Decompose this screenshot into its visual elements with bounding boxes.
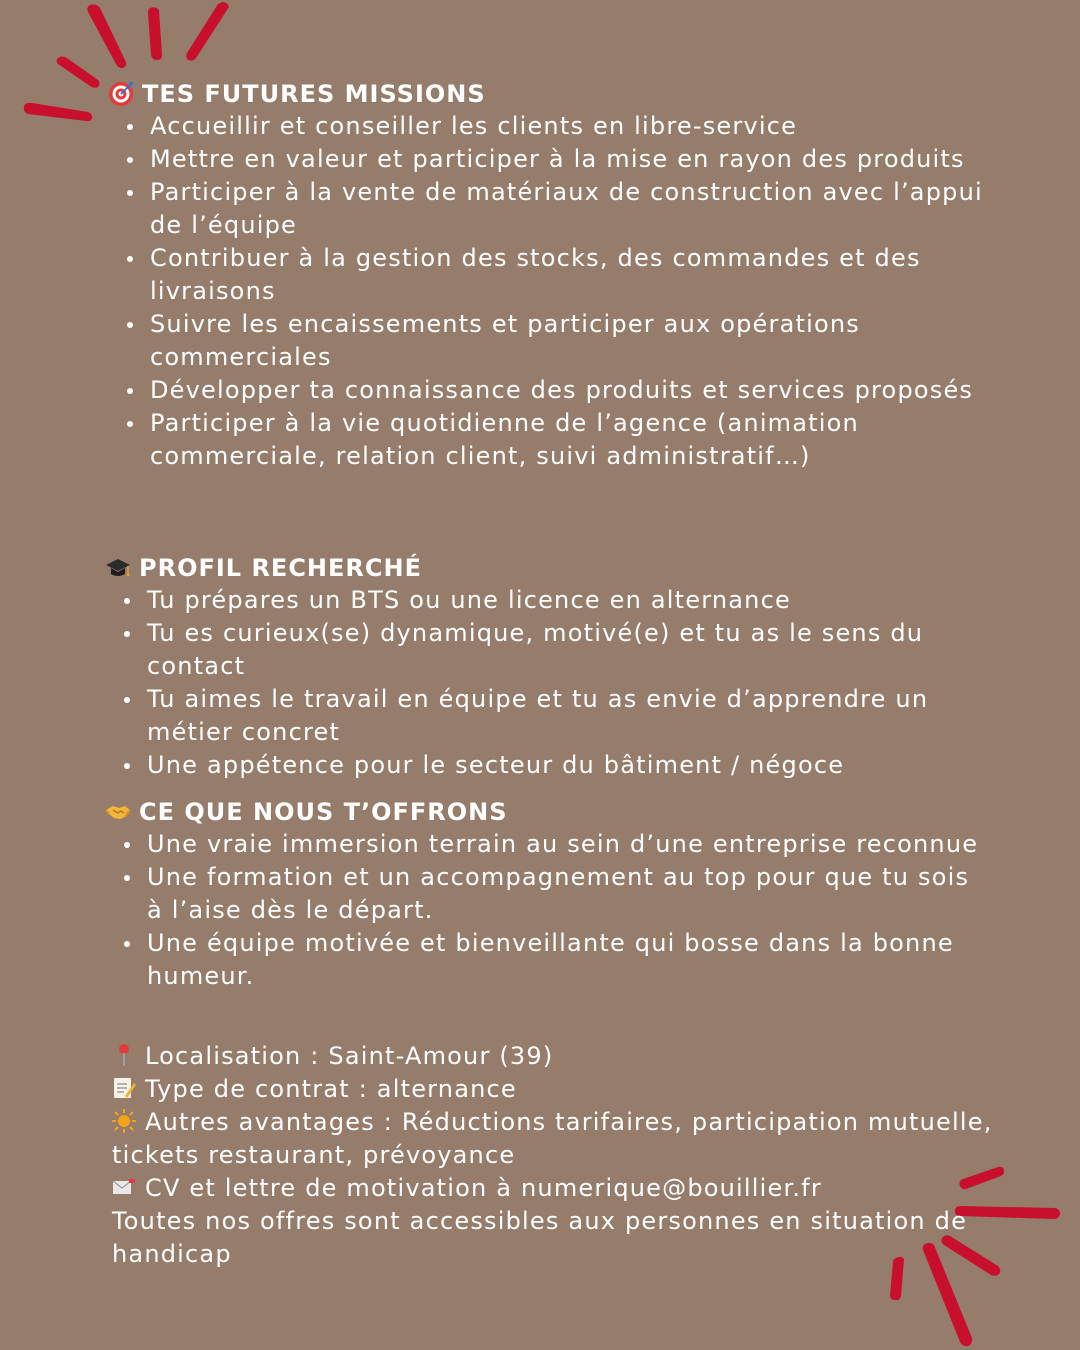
localisation-line	[112, 1040, 1012, 1073]
offre-heading	[105, 796, 1000, 828]
cv-line	[112, 1172, 1012, 1205]
handicap-line	[112, 1205, 1012, 1271]
list-item: Contribuer à la gestion des stocks, des commandes et des livraisons	[107, 242, 987, 308]
profil-section	[0, 552, 1000, 782]
list-item: Participer à la vente de matériaux de construction avec l’appui de l’équipe	[107, 176, 987, 242]
list-item: Une équipe motivée et bienveillante qui bosse dans la bonne humeur.	[104, 927, 984, 993]
round-pushpin-icon	[112, 1043, 136, 1067]
missions-heading	[108, 78, 1000, 110]
list-item: Tu es curieux(se) dynamique, motivé(e) et tu as le sens du contact	[104, 617, 984, 683]
list-item: Accueillir et conseiller les clients en libre-service	[107, 110, 987, 143]
handshake-icon	[105, 799, 131, 825]
graduation-cap-icon	[105, 555, 131, 581]
list-item: Mettre en valeur et participer à la mise en rayon des produits	[107, 143, 987, 176]
memo-icon	[112, 1076, 136, 1100]
list-item: Participer à la vie quotidienne de l’agence (animation commerciale, relation client, suivi administratif…)	[107, 407, 987, 473]
cv-text: CV et lettre de motivation à numerique@bouillier.fr	[145, 1174, 822, 1202]
missions-title: TES FUTURES MISSIONS	[142, 80, 486, 108]
sun-icon	[112, 1109, 136, 1133]
list-item: Tu prépares un BTS ou une licence en alternance	[104, 584, 984, 617]
target-icon	[108, 81, 134, 107]
list-item: Développer ta connaissance des produits et services proposés	[107, 374, 987, 407]
offre-title: CE QUE NOUS T’OFFRONS	[139, 798, 508, 826]
localisation-text: Localisation : Saint-Amour (39)	[145, 1042, 554, 1070]
list-item: Suivre les encaissements et participer aux opérations commerciales	[107, 308, 987, 374]
avantages-line	[112, 1106, 1012, 1172]
contrat-line	[112, 1073, 1012, 1106]
handicap-text: Toutes nos offres sont accessibles aux personnes en situation de handicap	[112, 1207, 968, 1268]
offre-list	[104, 828, 984, 993]
missions-list	[107, 110, 987, 473]
mailbox-icon	[112, 1175, 136, 1199]
avantages-text: Autres avantages : Réductions tarifaires, participation mutuelle, tickets restaurant, prévoyance	[112, 1108, 993, 1169]
list-item: Tu aimes le travail en équipe et tu as envie d’apprendre un métier concret	[104, 683, 984, 749]
list-item: Une appétence pour le secteur du bâtiment / négoce	[104, 749, 984, 782]
profil-list	[104, 584, 984, 782]
profil-heading	[105, 552, 1000, 584]
info-block	[112, 1040, 1012, 1271]
list-item: Une formation et un accompagnement au top pour que tu sois à l’aise dès le départ.	[104, 861, 984, 927]
missions-section	[0, 78, 1000, 473]
contrat-text: Type de contrat : alternance	[145, 1075, 517, 1103]
profil-title: PROFIL RECHERCHÉ	[139, 554, 422, 582]
offre-section	[0, 796, 1000, 993]
list-item: Une vraie immersion terrain au sein d’une entreprise reconnue	[104, 828, 984, 861]
